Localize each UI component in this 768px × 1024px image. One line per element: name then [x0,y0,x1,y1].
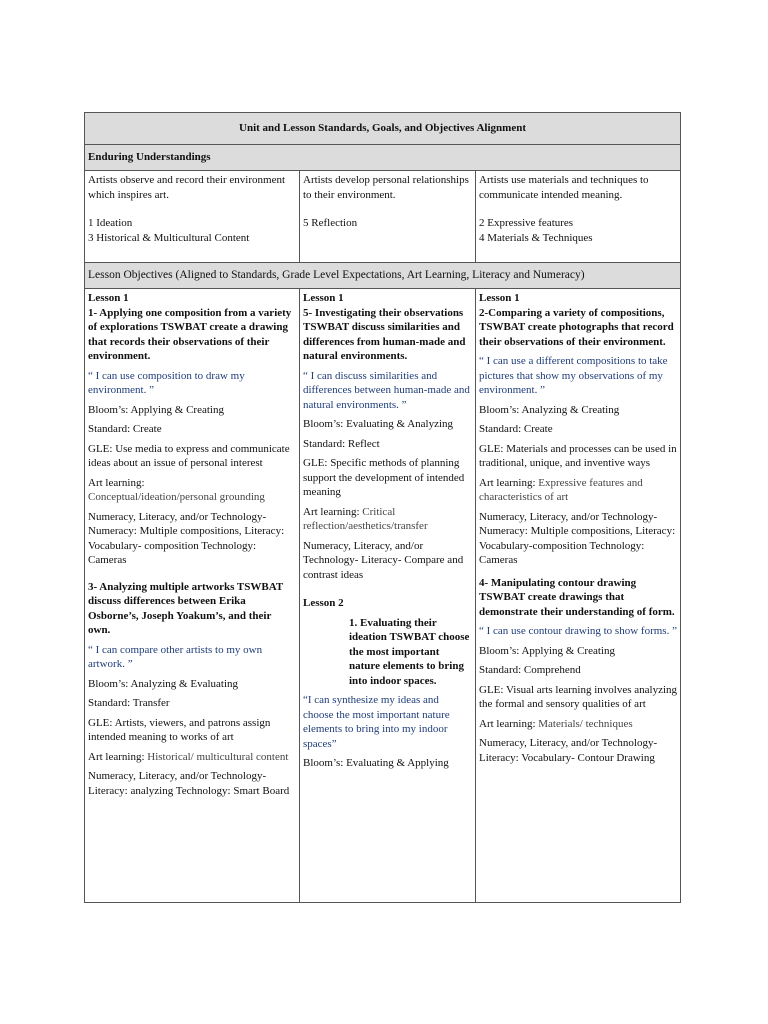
art-learning-label: Art learning: [88,476,145,489]
objective-text: Evaluating their ideation TSWBAT choose the most important nature elements to bring into indoor spaces. [349,616,470,687]
art-learning [303,505,472,534]
gle: GLE: Materials and processes can be used in traditional, unique, and inventive ways [479,442,677,469]
lesson-label: Lesson 1 [88,292,129,304]
objective [303,616,472,689]
objectives-column-3 [476,289,681,903]
art-learning-label: Art learning: [479,476,536,489]
objective: 5- Investigating their observations TSWBAT discuss similarities and differences from human-made and natural environments. [303,306,466,362]
objective-number: 1. [349,616,358,629]
art-learning [88,750,296,765]
enduring-understandings-heading: Enduring Understandings [85,145,681,171]
enduring-text: Artists use materials and techniques to communicate intended meaning. [479,174,649,201]
numeracy-literacy: Numeracy, Literacy, and/or Technology- Literacy- Compare and contrast ideas [303,539,464,581]
enduring-cell-1 [85,171,300,263]
alignment-document [84,112,680,903]
art-learning-label: Art learning: [479,717,536,730]
art-learning-value: Expressive features and characteristics of art [479,476,643,503]
numeracy-literacy: Numeracy, Literacy, and/or Technology- Numeracy: Multiple compositions, Literacy: Vocabulary- composition Technology: Cameras [88,510,285,566]
enduring-standard: 3 Historical & Multicultural Content [88,231,250,244]
i-can-statement: “ I can compare other artists to my own artwork. ” [88,643,263,670]
art-learning-value: Conceptual/ideation/personal grounding [88,491,265,503]
i-can-statement: “I can synthesize my ideas and choose the most important nature elements to bring into my indoor spaces” [303,694,450,750]
objective: 4- Manipulating contour drawing TSWBAT create drawings that demonstrate their understanding of form. [479,576,675,618]
gle: GLE: Use media to express and communicate ideas about an issue of personal interest [88,442,290,469]
art-learning-value: Materials/ techniques [538,717,633,730]
enduring-standard: 1 Ideation [88,217,133,229]
art-learning-value: Historical/ multicultural content [147,750,289,763]
blooms: Bloom’s: Applying & Creating [88,403,224,416]
objective: 3- Analyzing multiple artworks TSWBAT discuss differences between Erika Osborne’s, Joseph Yoakum’s, and their own. [88,580,283,636]
standard: Standard: Create [479,423,553,435]
i-can-statement: “ I can use contour drawing to show forms. ” [479,625,677,637]
enduring-text: Artists develop personal relationships to their environment. [303,174,469,201]
blooms: Bloom’s: Applying & Creating [479,644,615,657]
lesson-label: Lesson 1 [479,292,520,304]
i-can-statement: “ I can use composition to draw my environment. ” [88,369,245,396]
art-learning [88,476,296,505]
art-learning-value: Critical reflection/aesthetics/transfer [303,505,428,532]
enduring-standard: 2 Expressive features [479,217,574,229]
art-learning [479,476,677,505]
numeracy-literacy: Numeracy, Literacy, and/or Technology- Literacy: Vocabulary- Contour Drawing [479,737,658,764]
objectives-column-2 [300,289,476,903]
table-title: Unit and Lesson Standards, Goals, and Objectives Alignment [85,113,681,145]
art-learning-label: Art learning: [303,505,360,518]
alignment-table [84,112,681,903]
objective: 2-Comparing a variety of compositions, TSWBAT create photographs that record their observations of their environment. [479,306,674,348]
standard: Standard: Reflect [303,437,380,450]
enduring-standard: 5 Reflection [303,217,358,229]
gle: GLE: Visual arts learning involves analyzing the formal and sensory qualities of art [479,683,678,710]
gle: GLE: Specific methods of planning support the development of intended meaning [303,457,465,498]
i-can-statement: “ I can use a different compositions to take pictures that show my observations of my environment. ” [479,355,668,396]
blooms: Bloom’s: Evaluating & Applying [303,757,449,769]
gle: GLE: Artists, viewers, and patrons assign intended meaning to works of art [88,716,271,743]
lesson-label: Lesson 2 [303,597,344,609]
standard: Standard: Comprehend [479,664,581,676]
standard: Standard: Create [88,423,162,435]
art-learning [479,717,677,732]
enduring-cell-2 [300,171,476,263]
enduring-cell-3 [476,171,681,263]
objective: 1- Applying one composition from a variety of explorations TSWBAT create a drawing that records their observations of their environment. [88,306,292,362]
standard: Standard: Transfer [88,697,170,709]
numeracy-literacy: Numeracy, Literacy, and/or Technology- Numeracy: Multiple compositions, Literacy: Vocabulary-composition Technology: Cameras [479,510,676,566]
enduring-text: Artists observe and record their environment which inspires art. [88,174,286,201]
blooms: Bloom’s: Evaluating & Analyzing [303,418,454,430]
numeracy-literacy: Numeracy, Literacy, and/or Technology- Literacy: analyzing Technology: Smart Board [88,770,290,797]
lesson-objectives-heading: Lesson Objectives (Aligned to Standards, Grade Level Expectations, Art Learning, Literacy and Numeracy) [85,263,681,289]
i-can-statement: “ I can discuss similarities and differences between human-made and natural environments. ” [303,369,470,411]
objectives-column-1 [85,289,300,903]
blooms: Bloom’s: Analyzing & Creating [479,403,620,416]
blooms: Bloom’s: Analyzing & Evaluating [88,677,239,690]
enduring-standard: 4 Materials & Techniques [479,231,593,244]
art-learning-label: Art learning: [88,750,145,763]
lesson-label: Lesson 1 [303,292,344,304]
